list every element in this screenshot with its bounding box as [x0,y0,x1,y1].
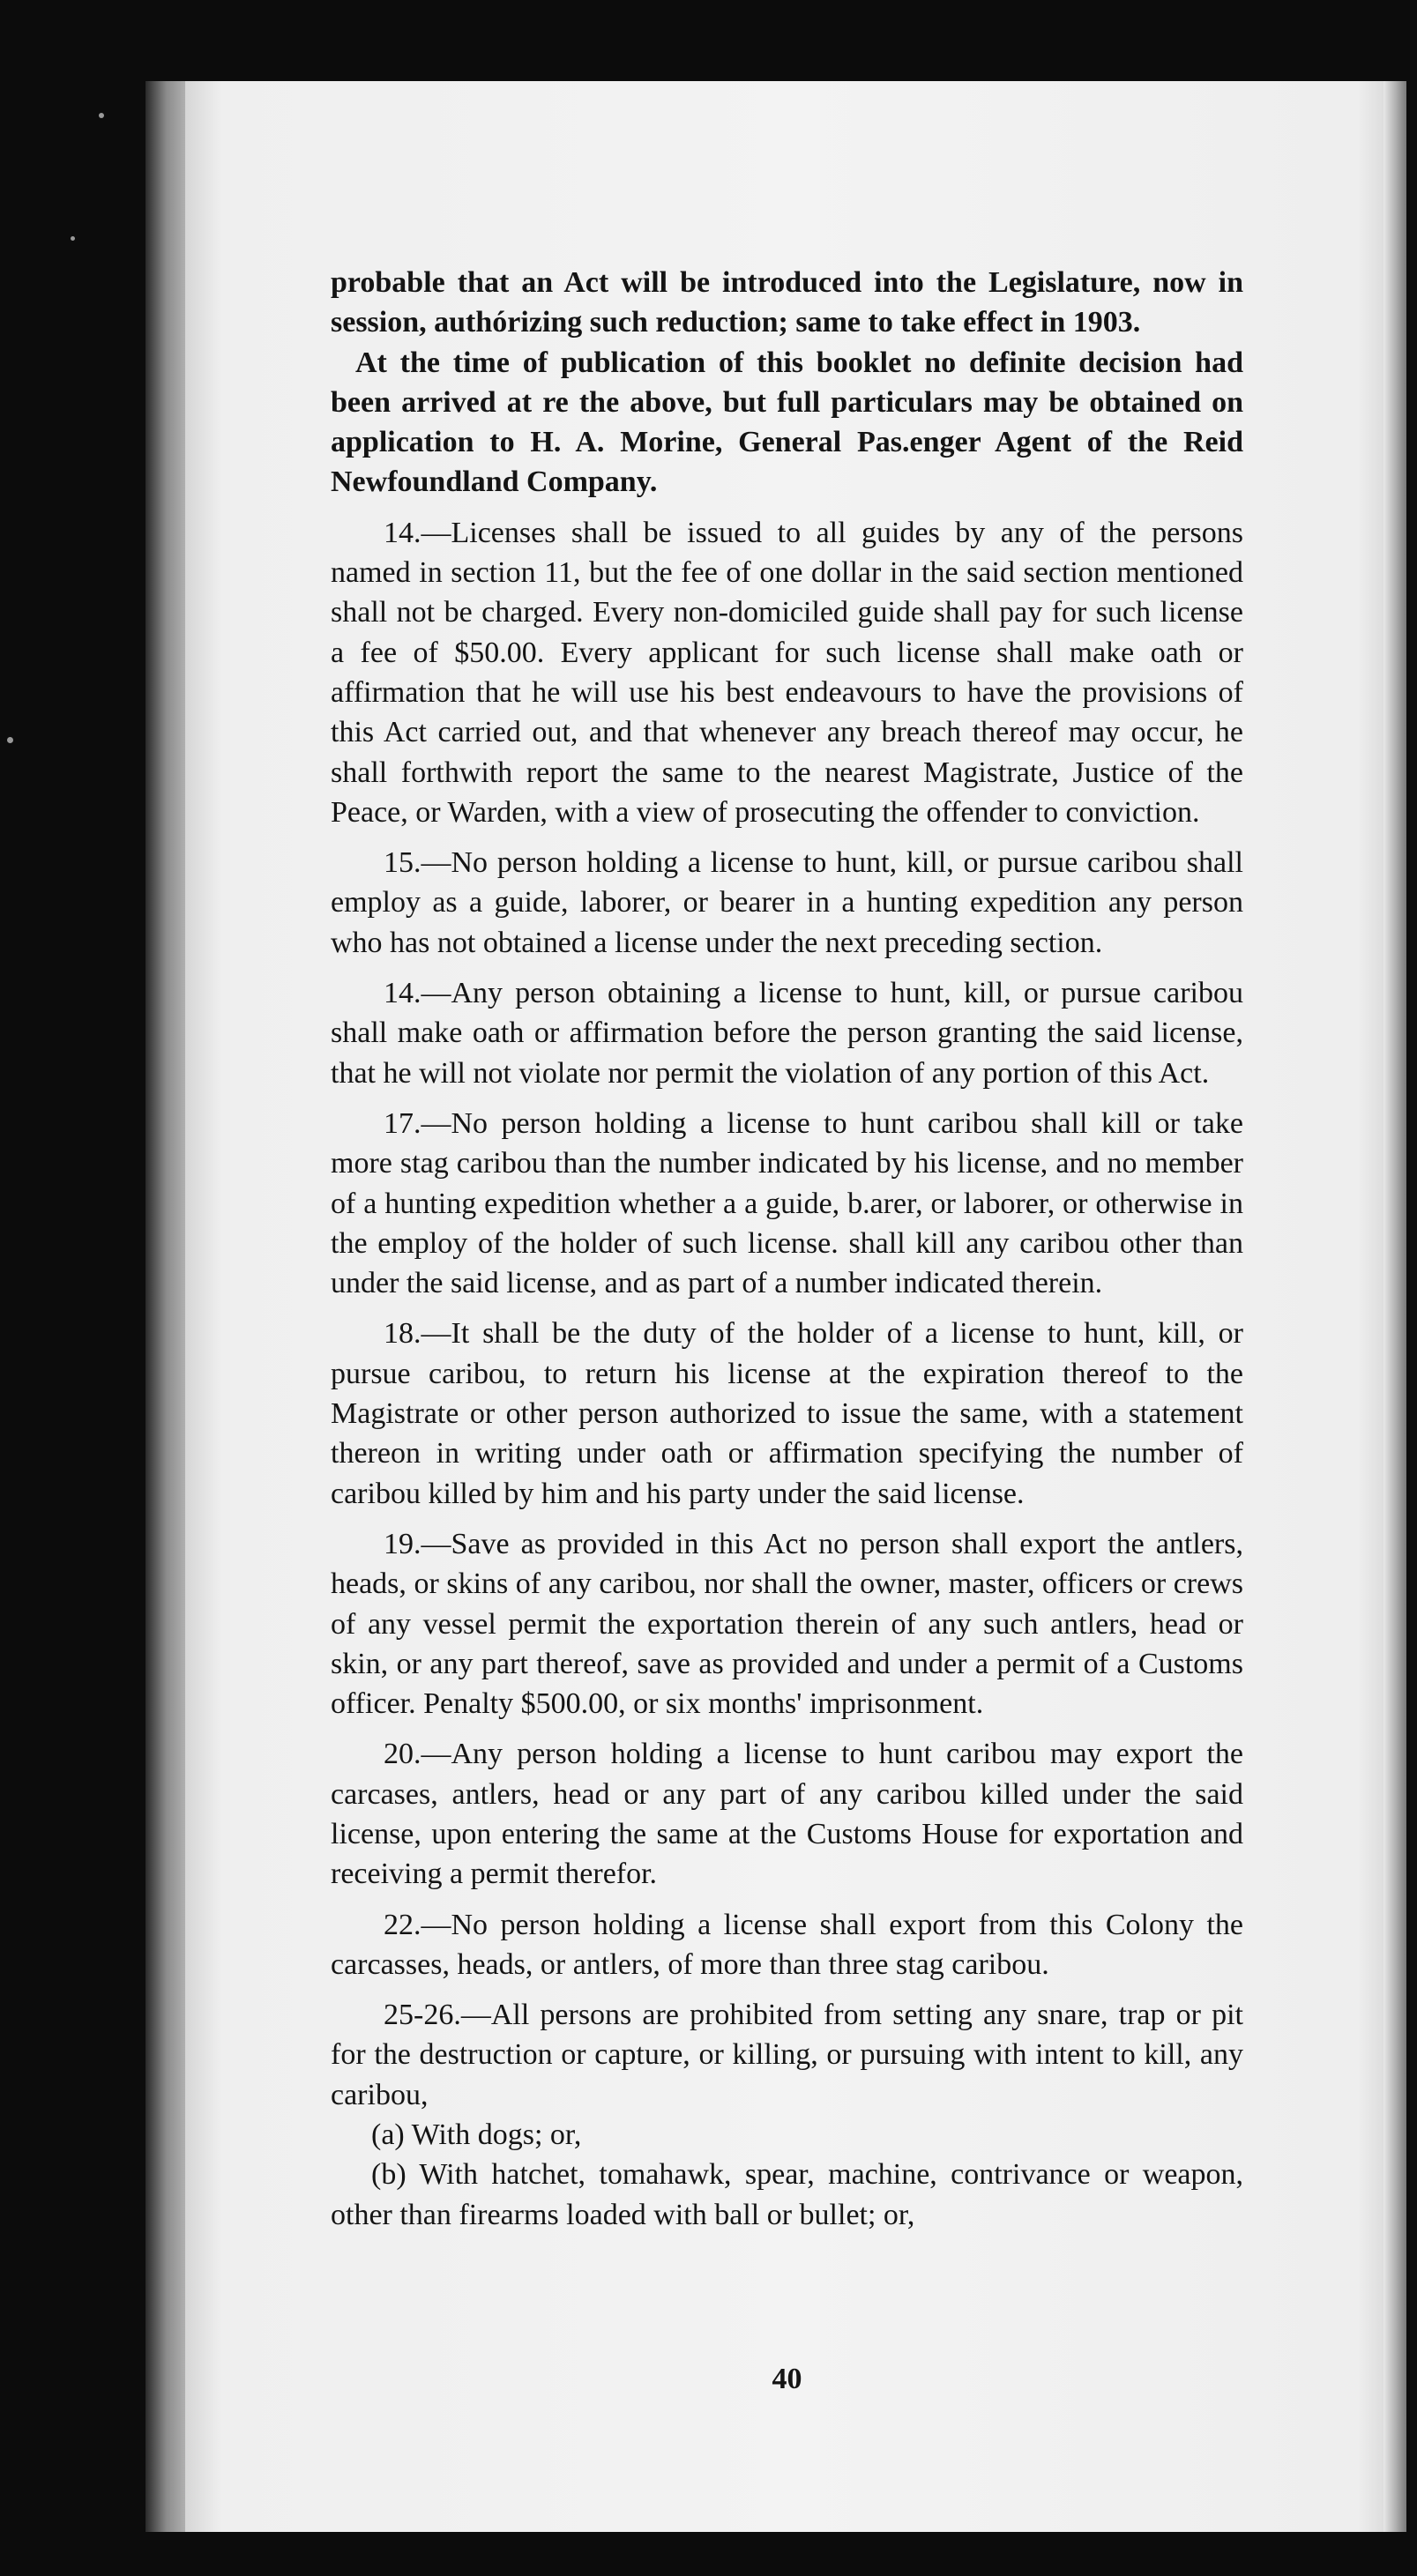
page-body-text [331,263,1243,2235]
section-14-paragraph: 14.—Licenses shall be issued to all guides by any of the persons named in section 11, but the fee of one dollar in the said section mentioned shall not be charged. Every non-domiciled guide shall pay for such license a fee of $50.00. Every applicant for such license shall make oath or affirmation that he will use his best endeavours to have the provisions of this Act carried out, and that whenever any breach thereof may occur, he shall forthwith report the same to the nearest Magistrate, Justice of the Peace, or Warden, with a view of prosecuting the offender to conviction. [331,516,1243,829]
page-number: 40 [772,2363,802,2395]
dust-speck [71,236,75,241]
section-18-paragraph: 18.—It shall be the duty of the holder of a license to hunt, kill, or pursue caribou, to return his license at the expiration thereof to the Magistrate or other person authorized to issue the same, with a statement thereon in writing under oath or affirmation specifying the number of caribou killed by him and his party under the said license. [331,1317,1243,1510]
section-16-paragraph: 14.—Any person obtaining a license to hunt, kill, or pursue caribou shall make oath or affirmation before the person granting the said license, that he will not violate nor permit the violation of any portion of this Act. [331,977,1243,1090]
section-19-paragraph: 19.—Save as provided in this Act no person shall export the antlers, heads, or skins of any caribou, nor shall the owner, master, officers or crews of any vessel permit the exportation therein of any such antlers, head or skin, or any part thereof, save as provided and under a permit of a Customs officer. Penalty $500.00, or six months' imprisonment. [331,1527,1243,1721]
page-edge-shadow [1383,81,1406,2532]
dust-speck [7,737,13,743]
paragraph: At the time of publication of this booklet no definite decision had been arrived at re the above, but full particulars may be obtained on application to H. A. Morine, General Pas.enger Agent of the Reid Newfoundland Company. [331,346,1243,499]
section-25-26-paragraph: 25-26.—All persons are prohibited from setting any snare, trap or pit for the destruction or capture, or killing, or pursuing with intent to kill, any caribou, [331,1999,1243,2111]
paragraph: probable that an Act will be introduced into the Legislature, now in session, authórizing such reduction; same to take effect in 1903. [331,266,1243,339]
section-17-paragraph: 17.—No person holding a license to hunt caribou shall kill or take more stag caribou than the number indicated by his license, and no member of a hunting expedition whether a a guide, b.arer, or laborer, or otherwise in the employ of the holder of such license. shall kill any caribou other than under the said license, and as part of a number indicated therein. [331,1106,1243,1300]
dust-speck [99,113,104,118]
list-item: (b) With hatchet, tomahawk, spear, machine, contrivance or weapon, other than firearms loaded with ball or bullet; or, [331,2158,1243,2231]
section-20-paragraph: 20.—Any person holding a license to hunt caribou may export the carcases, antlers, head or any part of any caribou killed under the said license, upon entering the same at the Customs House for exportation and receiving a permit therefor. [331,1738,1243,1891]
section-22-paragraph: 22.—No person holding a license shall export from this Colony the carcasses, heads, or antlers, of more than three stag caribou. [331,1908,1243,1981]
list-item: (a) With dogs; or, [371,2118,582,2152]
section-15-paragraph: 15.—No person holding a license to hunt, kill, or pursue caribou shall employ as a guide, laborer, or bearer in a hunting expedition any person who has not obtained a license under the next preceding section. [331,846,1243,959]
